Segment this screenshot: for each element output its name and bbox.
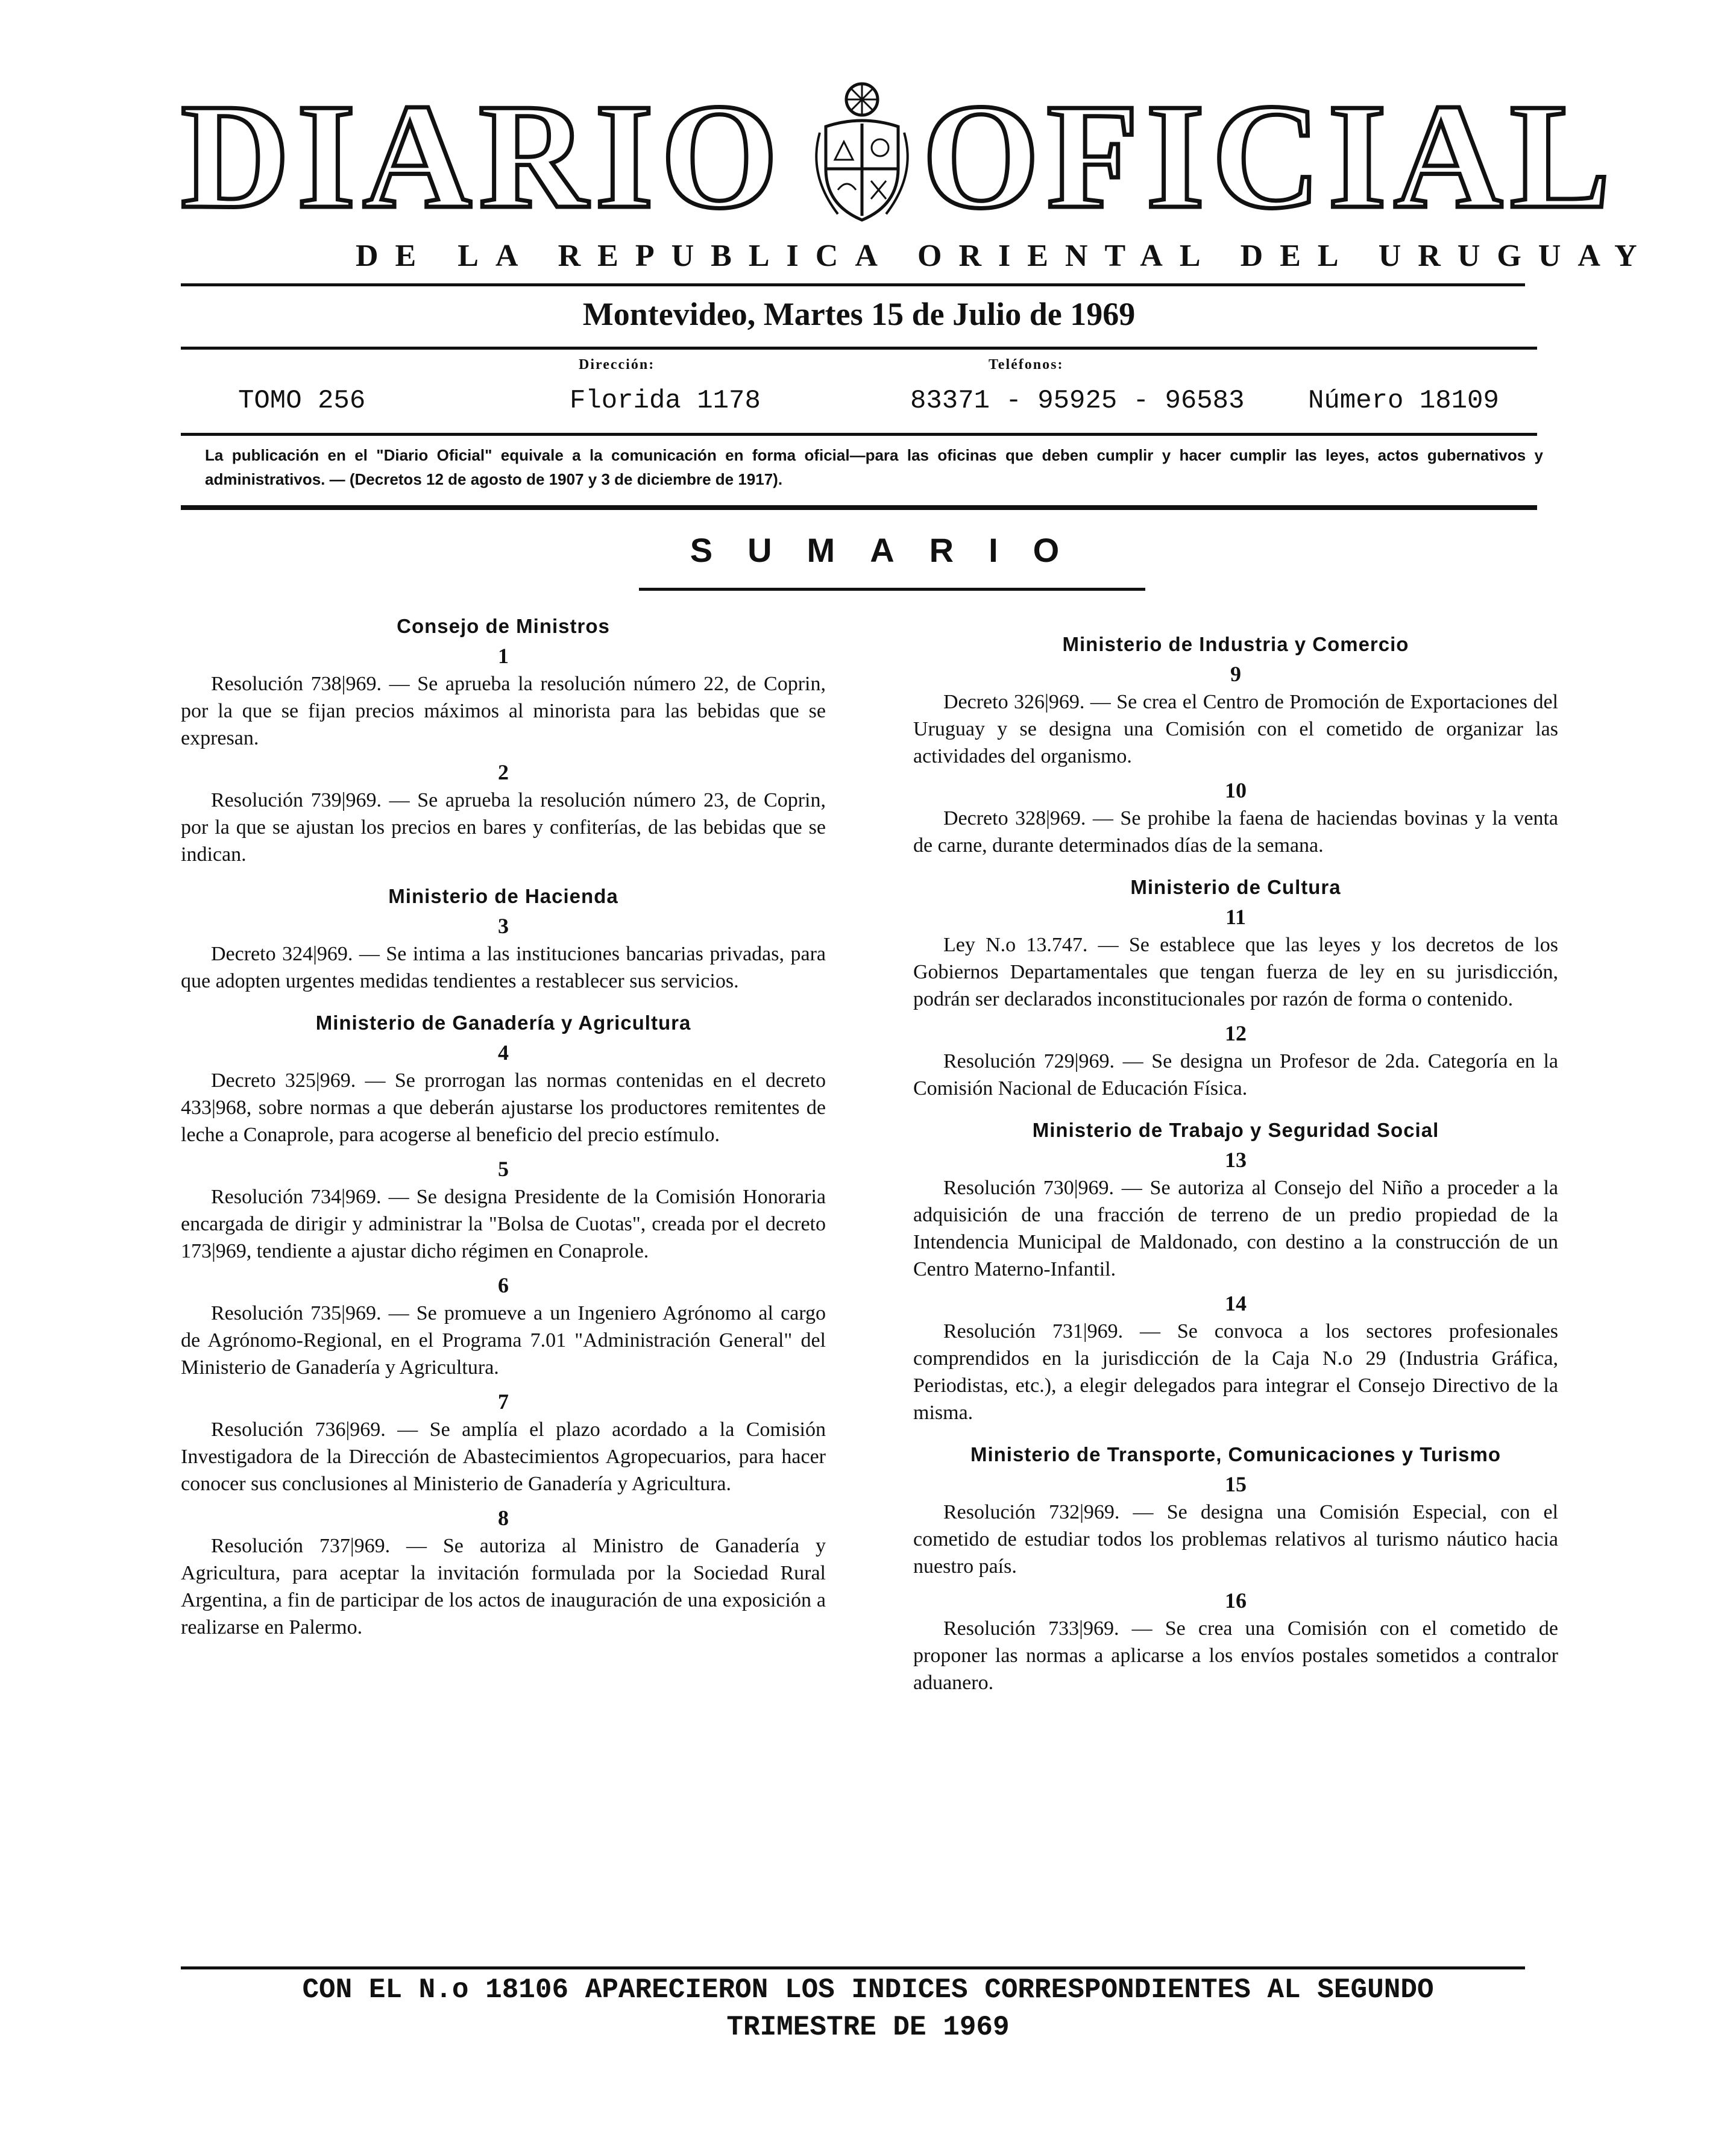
divider [181, 433, 1537, 436]
sumario-title: SUMARIO [690, 531, 1095, 569]
dateline: Montevideo, Martes 15 de Julio de 1969 [582, 296, 1136, 332]
summary-entry: Resolución 732|969. — Se designa una Comisión Especial, con el cometido de estudiar todos los problemas relativos al turismo náutico hacia nuestro país. [913, 1501, 1558, 1578]
summary-entry: Resolución 738|969. — Se aprueba la resolución número 22, de Coprin, por la que se fijan precios máximos al minorista para las bebidas que se expresan. [181, 673, 826, 749]
left-column [181, 615, 826, 1647]
summary-entry: Resolución 735|969. — Se promueve a un Ingeniero Agrónomo al cargo de Agrónomo-Regional, en el Programa 7.01 "Administración General" del Ministerio de Ganadería y Agricultura. [181, 1302, 826, 1379]
section-heading: Ministerio de Hacienda [388, 885, 618, 907]
entry-number: 14 [1225, 1291, 1247, 1315]
footer-line-2: TRIMESTRE DE 1969 [726, 2012, 1010, 2043]
footer-notice [205, 1971, 1531, 2046]
summary-entry: Decreto 324|969. — Se intima a las instituciones bancarias privadas, para que adopten urgentes medidas tendientes a restablecer sus servicios. [181, 943, 826, 992]
entry-number: 4 [498, 1040, 509, 1065]
entry-number: 8 [498, 1506, 509, 1530]
entry-number: 15 [1225, 1472, 1247, 1496]
footer-line-1: CON EL N.o 18106 APARECIERON LOS INDICES CORRESPONDIENTES AL SEGUNDO [302, 1974, 1434, 2006]
section-heading: Ministerio de Trabajo y Seguridad Social [1032, 1119, 1439, 1141]
summary-entry: Resolución 730|969. — Se autoriza al Consejo del Niño a proceder a la adquisición de una fracción de terreno de un predio propiedad de la Intendencia Municipal de Maldonado, con destino a la construcción de un Centro Materno-Infantil. [913, 1177, 1558, 1280]
numero: Número 18109 [1308, 386, 1499, 416]
masthead-title-right: OFICIAL [922, 73, 1618, 240]
section-heading: Consejo de Ministros [397, 615, 610, 637]
masthead-subtitle: DE LA REPUBLICA ORIENTAL DEL URUGUAY [356, 239, 1654, 273]
telefonos-label: Teléfonos: [989, 357, 1064, 373]
entry-number: 10 [1225, 778, 1247, 802]
divider [181, 505, 1537, 510]
section-heading: Ministerio de Transporte, Comunicaciones y Turismo [970, 1443, 1502, 1465]
summary-entry: Resolución 733|969. — Se crea una Comisión con el cometido de proponer las normas a aplicarse a los envíos postales sometidos a contralor aduanero. [913, 1617, 1558, 1694]
summary-entry: Decreto 328|969. — Se prohibe la faena de haciendas bovinas y la venta de carne, durante determinados días de la semana. [913, 807, 1558, 857]
entry-number: 7 [498, 1390, 509, 1414]
summary-entry: Resolución 739|969. — Se aprueba la resolución número 23, de Coprin, por la que se ajustan los precios en bares y confiterías, de las bebidas que se indican. [181, 789, 826, 866]
telefonos: 83371 - 95925 - 96583 [910, 386, 1245, 416]
direccion-label: Dirección: [579, 357, 655, 373]
tomo: TOMO 256 [238, 386, 366, 416]
summary-entry: Resolución 734|969. — Se designa Presidente de la Comisión Honoraria encargada de dirigir y administrar la "Bolsa de Cuotas", creada por el decreto 173|969, tendiente a ajustar dicho régimen en Conaprole. [181, 1186, 826, 1262]
masthead-title-left: DIARIO [181, 73, 785, 240]
masthead [181, 73, 1618, 240]
right-column [913, 633, 1558, 1702]
summary-entry: Ley N.o 13.747. — Se establece que las leyes y los decretos de los Gobiernos Departamentales que tengan fuerza de ley en su jurisdicción, podrán ser declarados inconstitucionales por razón de forma o contenido. [913, 934, 1558, 1010]
entry-number: 3 [498, 914, 509, 938]
direccion: Florida 1178 [570, 386, 761, 416]
entry-number: 12 [1225, 1021, 1247, 1045]
summary-entry: Decreto 326|969. — Se crea el Centro de Promoción de Exportaciones del Uruguay y se designa una Comisión con el cometido de organizar las actividades del organismo. [913, 691, 1558, 767]
summary-entry: Resolución 731|969. — Se convoca a los sectores profesionales comprendidos en la jurisdicción de la Caja N.o 29 (Industria Gráfica, Periodistas, etc.), a elegir delegados para integrar el Consejo Directivo de la misma. [913, 1320, 1558, 1424]
divider [181, 347, 1537, 350]
entry-number: 13 [1225, 1148, 1247, 1172]
section-heading: Ministerio de Cultura [1130, 876, 1341, 898]
divider [181, 283, 1525, 286]
legal-notice: La publicación en el "Diario Oficial" equivale a la comunicación en forma oficial—para las oficinas que deben cumplir y hacer cumplir las leyes, actos gubernativos y administrativos. — (Decretos 12 de agosto de 1907 y 3 de diciembre de 1917). [205, 446, 1543, 488]
divider [639, 588, 1145, 591]
entry-number: 9 [1230, 662, 1241, 686]
entry-number: 1 [498, 644, 509, 668]
summary-entry: Resolución 737|969. — Se autoriza al Ministro de Ganadería y Agricultura, para aceptar la invitación formulada por la Sociedad Rural Argentina, a fin de participar de los actos de inauguración de una exposición a realizarse en Palermo. [181, 1535, 826, 1638]
summary-entry: Decreto 325|969. — Se prorrogan las normas contenidas en el decreto 433|968, sobre normas a que deberán ajustarse los productores remitentes de leche a Conaprole, para acogerse al beneficio del precio estímulo. [181, 1069, 826, 1146]
section-heading: Ministerio de Ganadería y Agricultura [315, 1012, 691, 1034]
section-heading: Ministerio de Industria y Comercio [1062, 633, 1409, 655]
summary-entry: Resolución 736|969. — Se amplía el plazo acordado a la Comisión Investigadora de la Dirección de Abastecimientos Agropecuarios, para hacer conocer sus conclusiones al Ministerio de Ganadería y Agricultura. [181, 1418, 826, 1495]
coat-of-arms-icon [802, 78, 922, 229]
entry-number: 11 [1225, 905, 1246, 929]
entry-number: 5 [498, 1157, 509, 1181]
entry-number: 6 [498, 1273, 509, 1297]
summary-entry: Resolución 729|969. — Se designa un Profesor de 2da. Categoría en la Comisión Nacional de Educación Física. [913, 1050, 1558, 1100]
divider [181, 1966, 1525, 1969]
entry-number: 16 [1225, 1588, 1247, 1613]
entry-number: 2 [498, 760, 509, 784]
